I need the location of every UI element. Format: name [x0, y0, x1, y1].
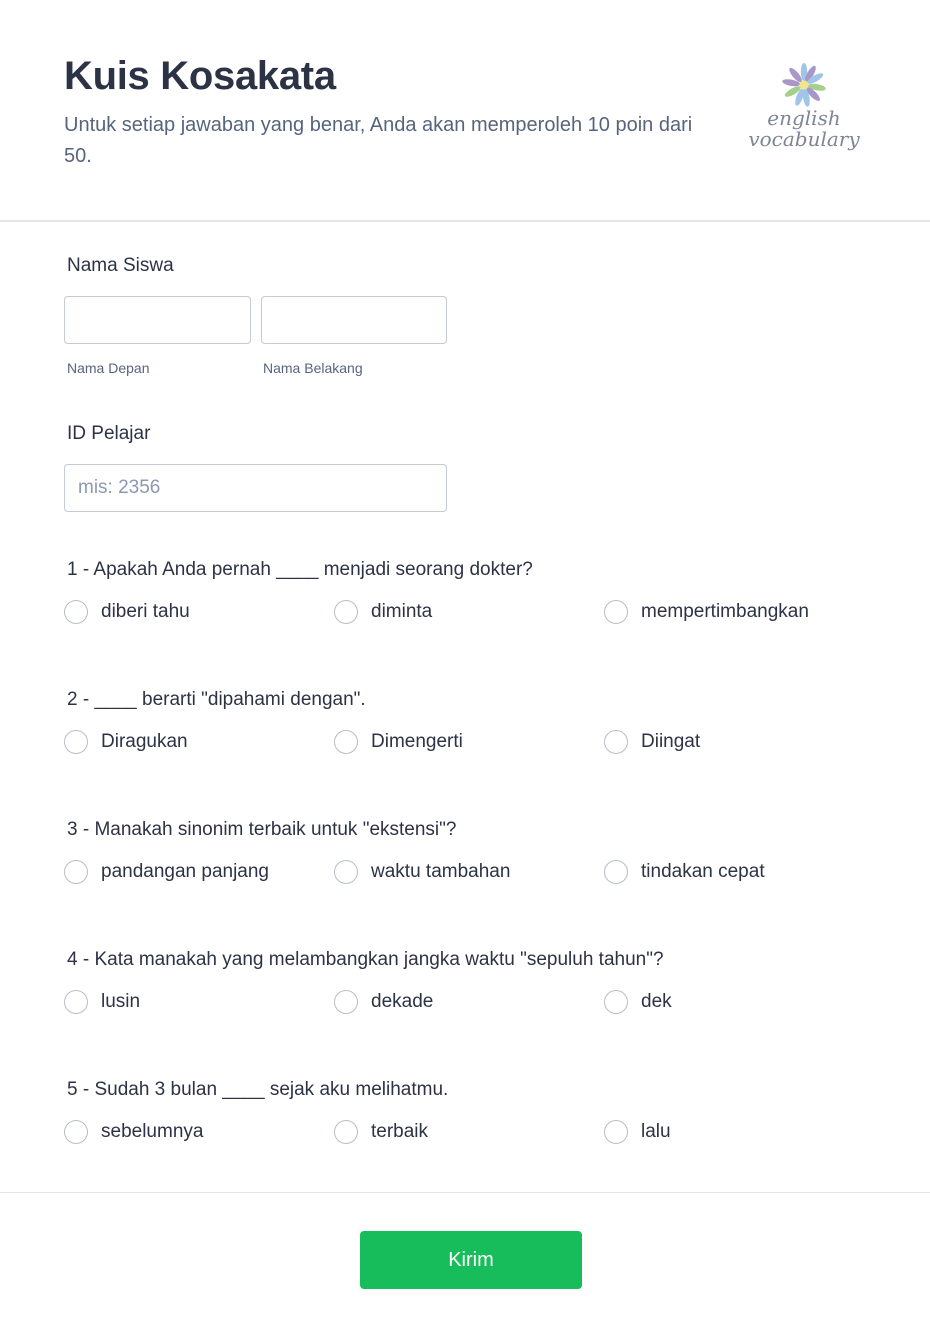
last-name-input[interactable]: [261, 296, 447, 344]
radio-button[interactable]: [64, 990, 88, 1014]
radio-button[interactable]: [64, 1120, 88, 1144]
q2-option-2[interactable]: [334, 730, 463, 754]
question-3-label: 3 - Manakah sinonim terbaik untuk "ekstensi"?: [67, 819, 457, 840]
logo: [742, 62, 866, 162]
option-label: mempertimbangkan: [641, 601, 809, 622]
q2-option-3[interactable]: [604, 730, 700, 754]
radio-button[interactable]: [604, 1120, 628, 1144]
q3-option-3[interactable]: [604, 860, 765, 884]
student-id-label: ID Pelajar: [67, 423, 151, 444]
q1-option-2[interactable]: [334, 600, 432, 624]
radio-button[interactable]: [334, 990, 358, 1014]
flower-icon: [780, 62, 828, 108]
last-name-sublabel: Nama Belakang: [263, 360, 363, 376]
radio-button[interactable]: [64, 860, 88, 884]
option-label: pandangan panjang: [101, 861, 270, 882]
q1-option-1[interactable]: [64, 600, 190, 624]
radio-button[interactable]: [334, 600, 358, 624]
option-label: diminta: [371, 601, 433, 622]
question-1-label: 1 - Apakah Anda pernah ____ menjadi seorang dokter?: [67, 559, 533, 580]
option-label: lalu: [641, 1121, 671, 1142]
q4-option-2[interactable]: [334, 990, 433, 1014]
option-label: Dimengerti: [371, 731, 463, 752]
radio-button[interactable]: [64, 600, 88, 624]
first-name-input[interactable]: [64, 296, 251, 344]
option-label: Diragukan: [101, 731, 188, 752]
radio-button[interactable]: [64, 730, 88, 754]
option-label: lusin: [101, 991, 141, 1012]
radio-button[interactable]: [604, 990, 628, 1014]
submit-button[interactable]: Kirim: [360, 1231, 582, 1289]
radio-button[interactable]: [604, 730, 628, 754]
radio-button[interactable]: [334, 860, 358, 884]
option-label: dek: [641, 991, 672, 1012]
option-label: tindakan cepat: [641, 861, 765, 882]
question-4-label: 4 - Kata manakah yang melambangkan jangka waktu "sepuluh tahun"?: [67, 949, 664, 970]
first-name-sublabel: Nama Depan: [67, 360, 150, 376]
q4-option-1[interactable]: [64, 990, 140, 1014]
radio-button[interactable]: [604, 600, 628, 624]
option-label: waktu tambahan: [371, 861, 511, 882]
q5-option-1[interactable]: [64, 1120, 203, 1144]
radio-button[interactable]: [334, 730, 358, 754]
q5-option-2[interactable]: [334, 1120, 428, 1144]
page-title: Kuis Kosakata: [64, 54, 336, 98]
option-label: sebelumnya: [101, 1121, 204, 1142]
question-2-label: 2 - ____ berarti "dipahami dengan".: [67, 689, 366, 710]
q1-option-3[interactable]: [604, 600, 809, 624]
question-5-label: 5 - Sudah 3 bulan ____ sejak aku melihatmu.: [67, 1079, 449, 1100]
logo-text-vocabulary: vocabulary: [748, 127, 860, 151]
q3-option-2[interactable]: [334, 860, 510, 884]
option-label: Diingat: [641, 731, 701, 752]
divider: [0, 1192, 930, 1193]
radio-button[interactable]: [334, 1120, 358, 1144]
q5-option-3[interactable]: [604, 1120, 671, 1144]
option-label: diberi tahu: [101, 601, 190, 622]
q3-option-1[interactable]: [64, 860, 269, 884]
form-header: [0, 0, 930, 222]
student-name-label: Nama Siswa: [67, 255, 174, 276]
q2-option-1[interactable]: [64, 730, 188, 754]
radio-button[interactable]: [604, 860, 628, 884]
q4-option-3[interactable]: [604, 990, 672, 1014]
student-id-input[interactable]: [64, 464, 447, 512]
option-label: dekade: [371, 991, 434, 1012]
page-subtitle: Untuk setiap jawaban yang benar, Anda akan memperoleh 10 poin dari 50.: [64, 114, 693, 167]
logo-text-english: english: [767, 106, 841, 130]
option-label: terbaik: [371, 1121, 429, 1142]
